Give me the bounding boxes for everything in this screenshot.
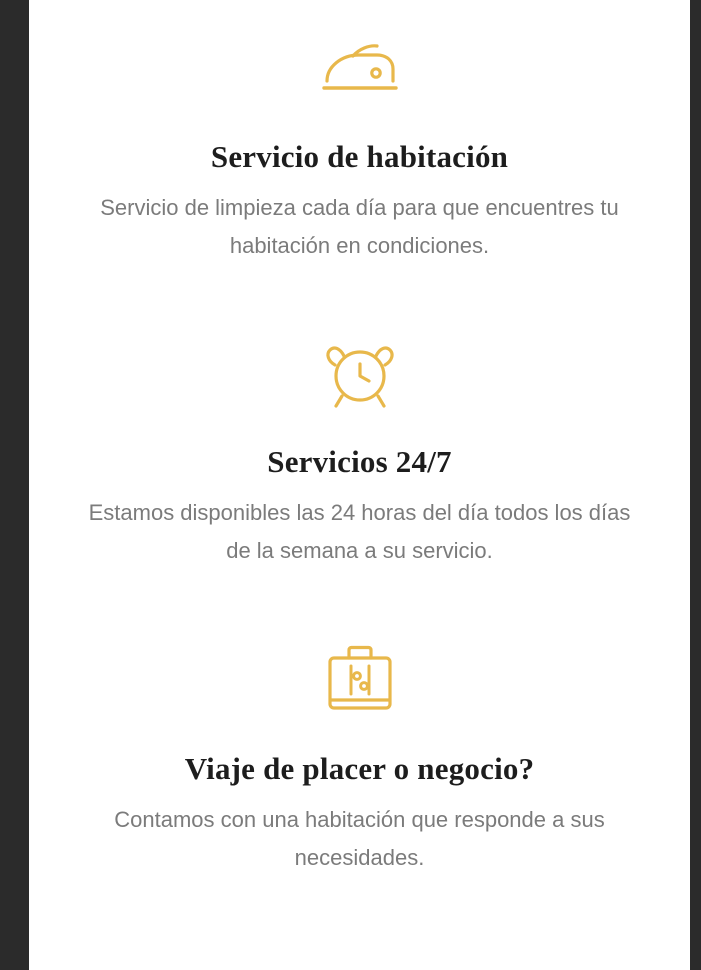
feature-item	[29, 0, 690, 265]
content-sheet	[29, 0, 690, 970]
suitcase-icon	[59, 642, 660, 718]
alarm-clock-icon	[59, 335, 660, 411]
iron-icon	[59, 30, 660, 106]
feature-title: Viaje de placer o negocio?	[184, 750, 535, 786]
feature-description: Estamos disponibles las 24 horas del día todos los días de la semana a su servicio.	[88, 500, 631, 563]
feature-title: Servicio de habitación	[210, 139, 509, 174]
feature-item	[29, 265, 690, 570]
feature-item	[29, 570, 690, 877]
feature-title: Servicios 24/7	[267, 443, 452, 479]
features-list	[29, 0, 690, 877]
feature-description: Contamos con una habitación que responde a sus necesidades.	[114, 806, 605, 870]
feature-description: Servicio de limpieza cada día para que encuentres tu habitación en condiciones.	[100, 195, 619, 259]
